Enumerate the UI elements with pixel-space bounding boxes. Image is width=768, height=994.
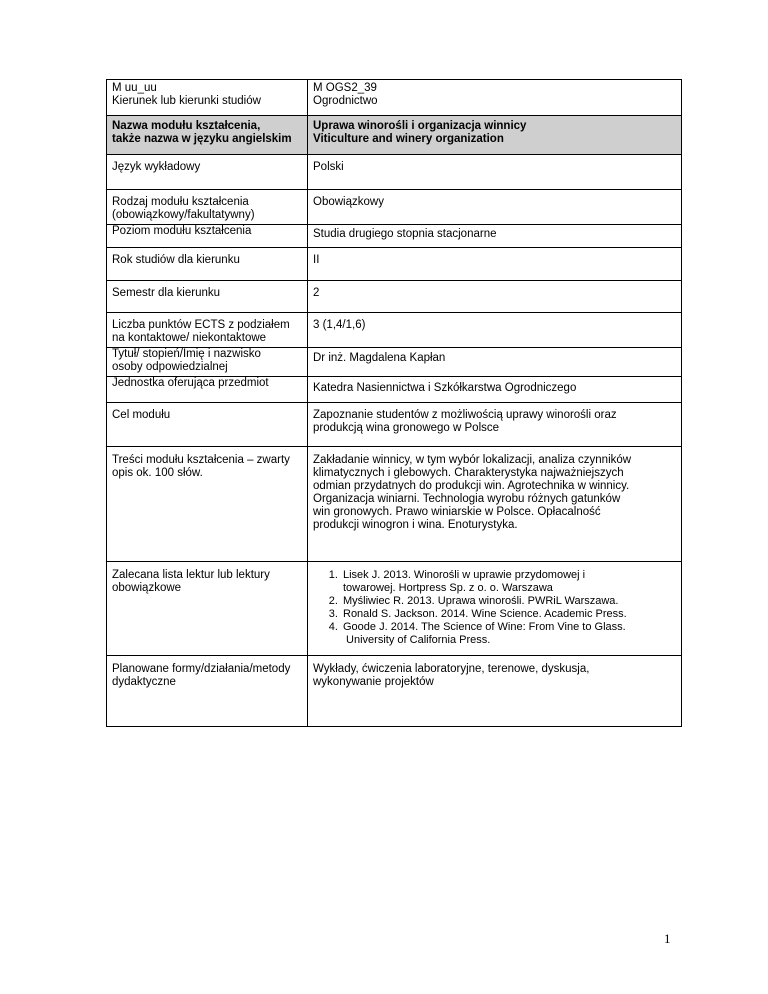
value-cell: Katedra Nasiennictwa i Szkółkarstwa Ogrodniczego [308,377,682,403]
value-cell [308,562,682,656]
value-text: klimatycznych i glebowych. Charakterystyka najważniejszych [313,467,624,479]
label-text: także nazwa w języku angielskim [112,133,292,145]
value-cell: Obowiązkowy [308,190,682,225]
label-cell [107,80,308,116]
row-language [107,155,682,190]
value-cell: Dr inż. Magdalena Kapłan [308,348,682,377]
label-cell: Język wykładowy [107,155,308,190]
value-cell: Polski [308,155,682,190]
value-cell [308,403,682,447]
value-text: Uprawa winorośli i organizacja winnicy [313,120,527,132]
label-cell [107,313,308,348]
label-cell [107,656,308,727]
label-cell [107,348,308,377]
row-reading-list [107,562,682,656]
label-text: Tytuł/ stopień/Imię i nazwisko [112,348,261,360]
label-cell [107,562,308,656]
value-text: M OGS2_39 [313,82,377,94]
reading-list [313,569,676,647]
value-cell: II [308,248,682,281]
label-text: (obowiązkowy/fakultatywny) [112,209,255,221]
reading-text: University of California Press. [343,634,491,646]
value-cell: Studia drugiego stopnia stacjonarne [308,225,682,248]
value-cell [308,656,682,727]
row-module-code [107,80,682,116]
page-number: 1 [664,931,671,946]
row-teaching-methods [107,656,682,727]
label-text: Liczba punktów ECTS z podziałem [112,319,290,331]
reading-text: 2. Myśliwiec R. 2013. Uprawa winorośli. PWRiL Warszawa. [343,595,619,607]
row-module-level [107,225,682,248]
label-text: Treści modułu kształcenia – zwarty [112,454,290,466]
label-cell: Semestr dla kierunku [107,281,308,313]
label-text: Zalecana lista lektur lub lektury [112,569,270,581]
row-responsible-person [107,348,682,377]
label-cell: Rok studiów dla kierunku [107,248,308,281]
row-module-name [107,116,682,155]
value-text: odmian przydatnych do produkcji win. Agrotechnika w winnicy. [313,480,630,492]
reading-text: towarowej. Hortpress Sp. z o. o. Warszawa [343,582,553,594]
row-module-type [107,190,682,225]
label-text: dydaktyczne [112,676,176,688]
list-item [341,595,676,608]
reading-text: 4. Goode J. 2014. The Science of Wine: From Vine to Glass. [343,621,626,633]
label-text: osoby odpowiedzialnej [112,361,228,373]
label-text: Rodzaj modułu kształcenia [112,196,249,208]
value-cell [308,447,682,562]
value-text: Viticulture and winery organization [313,133,504,145]
value-text: Zakładanie winnicy, w tym wybór lokalizacji, analiza czynników [313,454,632,466]
row-module-goal [107,403,682,447]
value-cell [308,80,682,116]
value-cell: 3 (1,4/1,6) [308,313,682,348]
value-text: produkcji winogron i wina. Enoturystyka. [313,519,518,531]
label-cell [107,447,308,562]
value-text: Organizacja winiarni. Technologia wyrobu różnych gatunków [313,493,621,505]
value-cell: 2 [308,281,682,313]
label-text: na kontaktowe/ niekontaktowe [112,332,267,344]
value-text: Wykłady, ćwiczenia laboratoryjne, terenowe, dyskusja, [313,663,590,675]
list-item [341,621,676,647]
row-unit [107,377,682,403]
label-cell [107,116,308,155]
list-item [341,608,676,621]
value-text: produkcją wina gronowego w Polsce [313,422,500,434]
module-description-table [106,79,682,727]
label-cell: Cel modułu [107,403,308,447]
label-text: Planowane formy/działania/metody [112,663,291,675]
value-text: Ogrodnictwo [313,95,378,107]
label-cell [107,190,308,225]
label-text: Kierunek lub kierunki studiów [112,95,261,107]
reading-text: 3. Ronald S. Jackson. 2014. Wine Science. Academic Press. [343,608,627,620]
value-cell [308,116,682,155]
value-text: wykonywanie projektów [313,676,434,688]
list-item [341,569,676,595]
value-text: Zapoznanie studentów z możliwością uprawy winorośli oraz [313,409,617,421]
value-text: win gronowych. Prawo winiarskie w Polsce. Opłacalność [313,506,601,518]
row-semester [107,281,682,313]
row-ects [107,313,682,348]
label-cell: Poziom modułu kształcenia [107,225,308,248]
row-module-content [107,447,682,562]
label-text: obowiązkowe [112,582,182,594]
reading-text: 1. Lisek J. 2013. Winorośli w uprawie przydomowej i [343,569,586,581]
label-text: M uu_uu [112,82,157,94]
label-text: Nazwa modułu kształcenia, [112,120,261,132]
row-study-year [107,248,682,281]
label-cell: Jednostka oferująca przedmiot [107,377,308,403]
label-text: opis ok. 100 słów. [112,467,203,479]
